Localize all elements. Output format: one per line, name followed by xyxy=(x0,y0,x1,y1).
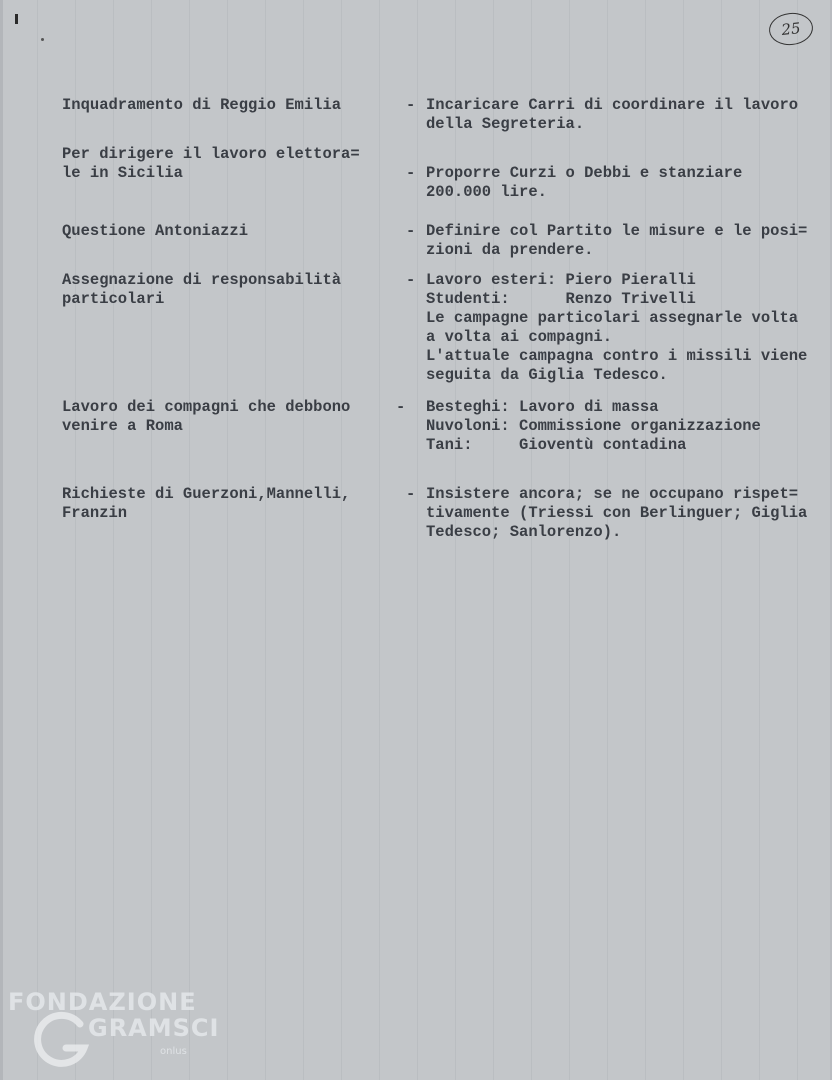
item-dash: - xyxy=(406,222,416,240)
topic-line: particolari xyxy=(62,290,165,308)
decision-line: Nuvoloni: Commissione organizzazione xyxy=(426,417,761,435)
decision-line: seguita da Giglia Tedesco. xyxy=(426,366,668,384)
item-decision xyxy=(426,222,831,260)
item-dash: - xyxy=(406,96,416,114)
g-logo-icon xyxy=(34,1010,94,1070)
item-decision xyxy=(426,485,831,542)
topic-line: venire a Roma xyxy=(62,417,183,435)
decision-line: Proporre Curzi o Debbi e stanziare xyxy=(426,164,743,182)
item-dash: - xyxy=(396,398,406,416)
decision-line: 200.000 lire. xyxy=(426,183,547,201)
topic-line: Franzin xyxy=(62,504,128,522)
item-topic xyxy=(62,485,382,523)
item-dash: - xyxy=(406,485,416,503)
decision-line: Le campagne particolari assegnarle volta xyxy=(426,309,799,327)
item-decision xyxy=(426,164,831,202)
decision-line: zioni da prendere. xyxy=(426,241,594,259)
decision-line: Besteghi: Lavoro di massa xyxy=(426,398,659,416)
decision-line: Insistere ancora; se ne occupano rispet= xyxy=(426,485,799,503)
watermark-logo xyxy=(8,988,220,1068)
item-topic xyxy=(62,145,382,183)
item-topic xyxy=(62,271,382,309)
margin-dot xyxy=(41,38,44,41)
topic-line: Richieste di Guerzoni,Mannelli, xyxy=(62,485,351,503)
topic-line: Inquadramento di Reggio Emilia xyxy=(62,96,342,114)
decision-line: Lavoro esteri: Piero Pieralli xyxy=(426,271,696,289)
item-dash: - xyxy=(406,164,416,182)
page-number: 25 xyxy=(767,11,814,47)
watermark-line3: onlus xyxy=(160,1046,187,1057)
item-dash: - xyxy=(406,271,416,289)
decision-line: a volta ai compagni. xyxy=(426,328,613,346)
decision-line: tivamente (Triessi con Berlinguer; Giglia xyxy=(426,504,808,522)
item-topic xyxy=(62,96,382,115)
topic-line: Assegnazione di responsabilità xyxy=(62,271,342,289)
decision-line: Incaricare Carri di coordinare il lavoro xyxy=(426,96,799,114)
decision-line: Tani: Gioventù contadina xyxy=(426,436,687,454)
item-topic xyxy=(62,222,382,241)
watermark-line1: FONDAZIONE xyxy=(8,988,197,1016)
topic-line: le in Sicilia xyxy=(62,164,183,182)
decision-line: Definire col Partito le misure e le posi= xyxy=(426,222,808,240)
item-decision xyxy=(426,271,831,385)
decision-line: della Segreteria. xyxy=(426,115,585,133)
watermark-line2: GRAMSCI xyxy=(88,1014,220,1042)
topic-line: Lavoro dei compagni che debbono xyxy=(62,398,351,416)
decision-line: L'attuale campagna contro i missili viene xyxy=(426,347,808,365)
decision-line: Studenti: Renzo Trivelli xyxy=(426,290,696,308)
item-decision xyxy=(426,96,831,134)
topic-line: Questione Antoniazzi xyxy=(62,222,249,240)
item-decision xyxy=(426,398,831,455)
decision-line: Tedesco; Sanlorenzo). xyxy=(426,523,622,541)
item-topic xyxy=(62,398,382,436)
topic-line: Per dirigere il lavoro elettora= xyxy=(62,145,360,163)
margin-tick-mark xyxy=(15,14,18,24)
